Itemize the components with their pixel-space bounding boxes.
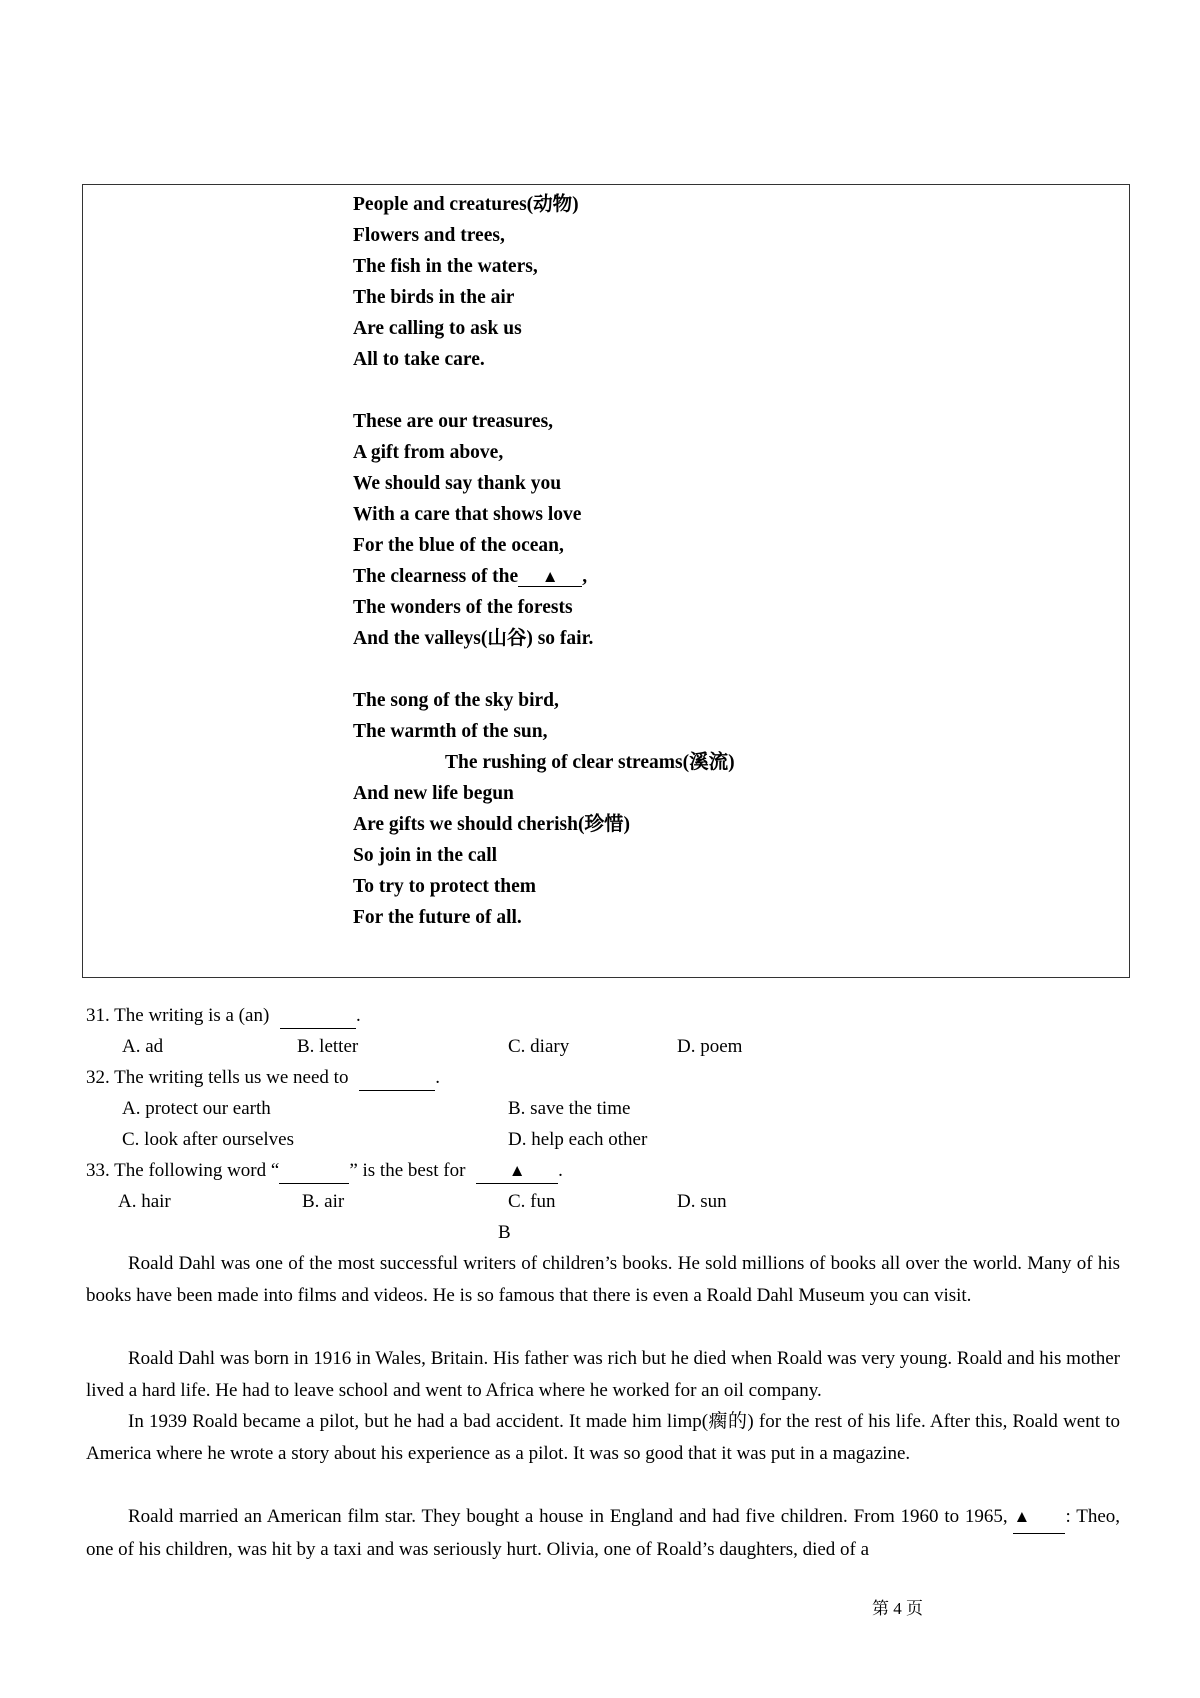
- option[interactable]: A. protect our earth: [122, 1098, 271, 1119]
- question-33: [86, 1159, 563, 1184]
- question-end: .: [356, 1005, 361, 1026]
- poem-line: The warmth of the sun,: [353, 721, 548, 742]
- poem-line: And the valleys(山谷) so fair.: [353, 628, 594, 649]
- triangle-icon: ▲: [541, 567, 559, 586]
- question-end: .: [558, 1160, 563, 1181]
- poem-line: For the future of all.: [353, 907, 522, 928]
- answer-blank[interactable]: [279, 1159, 349, 1184]
- answer-blank[interactable]: [476, 1159, 558, 1184]
- option[interactable]: A. hair: [118, 1191, 171, 1212]
- question-end: .: [435, 1067, 440, 1088]
- poem-line: To try to protect them: [353, 876, 537, 897]
- triangle-icon: ▲: [1013, 1507, 1031, 1526]
- question-stem: 32. The writing tells us we need to: [86, 1067, 349, 1088]
- question-stem: 33. The following word “: [86, 1160, 280, 1181]
- poem-line: We should say thank you: [353, 473, 562, 494]
- poem-blank-line: [353, 565, 587, 589]
- poem-line: So join in the call: [353, 845, 498, 866]
- answer-blank[interactable]: [359, 1066, 435, 1091]
- poem-line: And new life begun: [353, 783, 514, 804]
- poem-line: The fish in the waters,: [353, 256, 538, 277]
- option[interactable]: D. poem: [677, 1036, 743, 1057]
- option[interactable]: D. sun: [677, 1191, 727, 1212]
- poem-line: A gift from above,: [353, 442, 504, 463]
- poem-line: The wonders of the forests: [353, 597, 573, 618]
- poem-line: The song of the sky bird,: [353, 690, 559, 711]
- poem-line: Flowers and trees,: [353, 225, 505, 246]
- triangle-icon: ▲: [508, 1161, 526, 1180]
- passage-paragraph: Roald Dahl was one of the most successful writers of children’s books. He sold millions of books all over the world. Many of his books have been made into films and videos. He is so famous that there is even a Roald Dahl Museum you can visit.: [86, 1253, 1120, 1306]
- passage-paragraph: In 1939 Roald became a pilot, but he had a bad accident. It made him limp(瘸的) for the rest of his life. After this, Roald went to America where he wrote a story about his experience as a pilot. It was so good that it was put in a magazine.: [86, 1411, 1120, 1464]
- question-stem: 31. The writing is a (an): [86, 1005, 270, 1026]
- option[interactable]: B. save the time: [508, 1098, 631, 1119]
- poem-blank-prefix: The clearness of the: [353, 566, 519, 587]
- poem-line: The birds in the air: [353, 287, 515, 308]
- poem-box: [82, 184, 1130, 978]
- option[interactable]: C. look after ourselves: [122, 1129, 295, 1150]
- option[interactable]: B. letter: [297, 1036, 359, 1057]
- passage-paragraph: Roald married an American film star. They bought a house in England and had five children. From 1960 to 1965, ▲ : Theo, one of his children, was hit by a taxi and was seriously hurt. Olivia, one of Roald’s daughters, died of a: [86, 1501, 1120, 1565]
- option[interactable]: A. ad: [122, 1036, 164, 1057]
- option[interactable]: B. air: [302, 1191, 345, 1212]
- answer-blank[interactable]: [280, 1004, 356, 1029]
- question-stem-cont: ” is the best for: [349, 1160, 466, 1181]
- question-32: [86, 1066, 440, 1091]
- passage-paragraph: Roald Dahl was born in 1916 in Wales, Britain. His father was rich but he died when Roald was very young. Roald and his mother lived a hard life. He had to leave school and went to Africa where he worked for an oil company.: [86, 1348, 1120, 1401]
- poem-line: For the blue of the ocean,: [353, 535, 564, 556]
- option[interactable]: D. help each other: [508, 1129, 648, 1150]
- section-label: B: [498, 1222, 511, 1243]
- question-31: [86, 1004, 361, 1029]
- poem-line: These are our treasures,: [353, 411, 554, 432]
- poem-blank-suffix: ,: [582, 566, 588, 587]
- option[interactable]: C. diary: [508, 1036, 570, 1057]
- poem-line: People and creatures(动物): [353, 194, 579, 215]
- poem-line: Are gifts we should cherish(珍惜): [353, 814, 630, 835]
- poem-line-indented: The rushing of clear streams(溪流): [445, 752, 735, 773]
- poem-line: With a care that shows love: [353, 504, 582, 525]
- poem-line: Are calling to ask us: [353, 318, 522, 339]
- option[interactable]: C. fun: [508, 1191, 556, 1212]
- page-number: 第 4 页: [872, 1599, 923, 1618]
- answer-blank[interactable]: [1013, 1501, 1065, 1534]
- poem-line: All to take care.: [353, 349, 485, 370]
- answer-blank[interactable]: [518, 568, 582, 587]
